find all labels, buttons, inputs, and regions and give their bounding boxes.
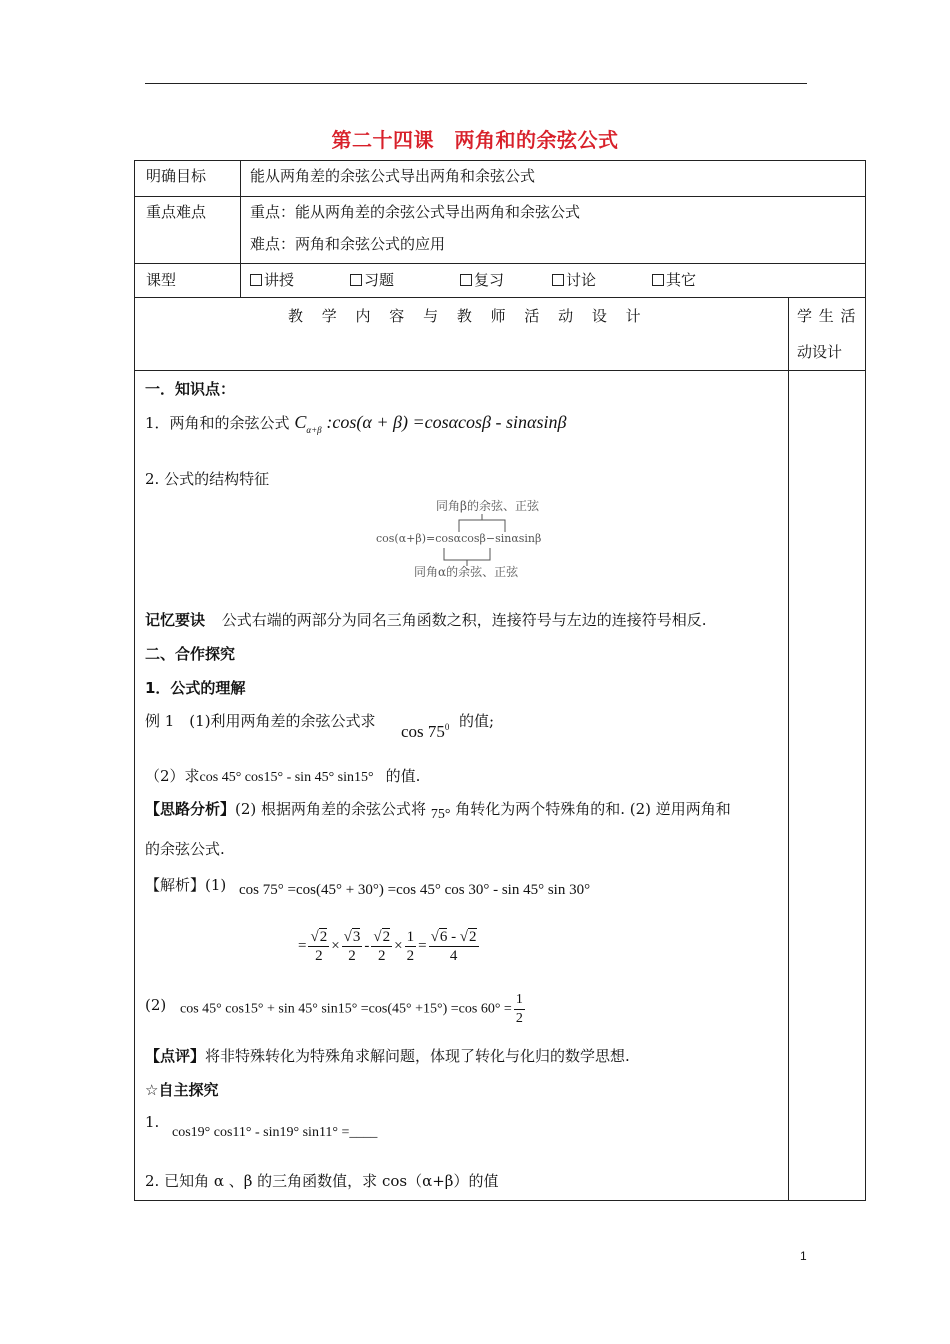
- expr: cos 45° cos15° + sin 45° sin15° =cos(45° +15°) =cos 60° =: [180, 1001, 512, 1017]
- equals: =: [418, 937, 427, 954]
- checkbox[interactable]: [652, 274, 664, 286]
- memo-line: [145, 609, 707, 630]
- table-rule: [134, 297, 866, 298]
- fraction: $\frac{√2}{2}$: [373, 929, 391, 964]
- question-1-expr: cos19° cos11° - sin19° sin11° =____: [172, 1125, 378, 1140]
- option-label: 其它: [666, 271, 697, 289]
- fraction: $\frac{√3}{2}$: [343, 929, 361, 964]
- memo-label: 记忆要诀: [145, 611, 206, 629]
- type-option-discussion[interactable]: [552, 269, 596, 290]
- solution-line-2: [298, 928, 481, 965]
- times: ×: [331, 937, 340, 954]
- self-study-heading: ☆自主探究: [145, 1081, 219, 1099]
- fraction: $\frac{√2}{2}$: [310, 929, 328, 964]
- analysis-line: [145, 798, 731, 822]
- superscript: 0: [444, 722, 450, 732]
- diagram-bottom-label: 同角α的余弦、正弦: [414, 565, 519, 579]
- comment-label: 【点评】: [145, 1047, 206, 1065]
- table-border-right: [865, 160, 866, 1201]
- diagram-bracket-bottom: [444, 548, 490, 560]
- type-option-other[interactable]: [652, 269, 696, 290]
- comment-text: 将非特殊转化为特殊角求解问题，体现了转化与化归的数学思想.: [205, 1047, 630, 1065]
- solution-2-line: [180, 991, 527, 1028]
- times: ×: [394, 937, 403, 954]
- table-border-bottom: [134, 1200, 866, 1201]
- header-rule: [145, 83, 807, 84]
- expr: cos 45° cos15° - sin 45° sin15°: [199, 770, 374, 785]
- table-border-top: [134, 160, 866, 161]
- example-1-part-2: [145, 765, 420, 786]
- formula-label: 1．两角和的余弦公式: [145, 414, 290, 432]
- table-rule: [134, 196, 866, 197]
- cosine-sum-formula: :cos(α + β) =cosαcosβ - sinαsinβ: [326, 412, 567, 432]
- design-heading: 教 学 内 容 与 教 师 活 动 设 计: [288, 307, 644, 325]
- table-rule: [134, 263, 866, 264]
- checkbox[interactable]: [460, 274, 472, 286]
- example-1-expr: [401, 722, 449, 742]
- formula-subscript: α+β: [306, 425, 322, 435]
- page-title: 第二十四课 两角和的余弦公式: [331, 128, 619, 152]
- checkbox[interactable]: [552, 274, 564, 286]
- difficulty: 难点：两角和余弦公式的应用: [250, 235, 446, 253]
- example-1-tail: 的值;: [459, 712, 495, 730]
- question-2: 2. 已知角 α 、β 的三角函数值，求 cos（α+β）的值: [145, 1172, 499, 1190]
- analysis-line-2: 的余弦公式.: [145, 840, 225, 858]
- fraction: $\frac{1}{2}$: [515, 992, 523, 1026]
- diagram-formula: cos(α+β)=cosαcosβ−sinαsinβ: [376, 532, 542, 545]
- equals: =: [298, 937, 307, 954]
- example-1-part-1: 例 1 (1)利用两角差的余弦公式求: [145, 712, 376, 730]
- checkbox[interactable]: [350, 274, 362, 286]
- section-cooperative: 二、合作探究: [145, 645, 236, 663]
- table-col-divider: [240, 160, 241, 298]
- type-option-lecture[interactable]: [250, 269, 294, 290]
- minus: -: [364, 937, 370, 954]
- analysis-label: 【思路分析】: [145, 800, 236, 818]
- type-option-review[interactable]: [460, 269, 504, 290]
- section-knowledge: 一．知识点：: [145, 380, 236, 398]
- checkbox[interactable]: [250, 274, 262, 286]
- goal-label: 明确目标: [146, 167, 207, 185]
- option-label: 习题: [364, 271, 395, 289]
- subsection-understanding: 1．公式的理解: [145, 679, 246, 697]
- formula-structure-diagram: [372, 494, 562, 584]
- student-heading-2: 动设计: [797, 343, 843, 361]
- type-option-exercise[interactable]: [350, 269, 394, 290]
- option-label: 讲授: [264, 271, 295, 289]
- part-tail: 的值.: [385, 767, 421, 785]
- expr: cos 75: [401, 722, 445, 741]
- diagram-bracket-top: [459, 520, 505, 532]
- goal-text: 能从两角差的余弦公式导出两角和余弦公式: [250, 167, 536, 185]
- question-1-number: 1.: [145, 1113, 160, 1131]
- part-label: （2）求: [145, 767, 200, 785]
- solution-2-label: (2): [145, 996, 167, 1014]
- option-label: 讨论: [566, 271, 597, 289]
- table-rule: [134, 370, 866, 371]
- formula-item-1: [145, 412, 566, 433]
- option-label: 复习: [474, 271, 505, 289]
- structure-heading: 2. 公式的结构特征: [145, 470, 270, 488]
- analysis-text: 角转化为两个特殊角的和. (2) 逆用两角和: [455, 800, 731, 818]
- page-number: 1: [800, 1249, 807, 1263]
- angle-75: 75°: [430, 807, 451, 822]
- fraction: $\frac{√6 - √2}{4}$: [430, 929, 477, 964]
- table-border-left: [134, 160, 135, 1201]
- student-heading: 学 生 活: [797, 307, 857, 325]
- analysis-text: (2) 根据两角差的余弦公式将: [235, 800, 427, 818]
- table-col-divider: [788, 297, 789, 1201]
- solution-line-1: cos 75° =cos(45° + 30°) =cos 45° cos 30° - sin 45° sin 30°: [239, 882, 591, 898]
- memo-text: 公式右端的两部分为同名三角函数之积，连接符号与左边的连接符号相反.: [221, 611, 707, 629]
- key-label: 重点难点: [146, 203, 207, 221]
- fraction: $\frac{1}{2}$: [406, 929, 415, 964]
- key-point: 重点：能从两角差的余弦公式导出两角和余弦公式: [250, 203, 581, 221]
- diagram-top-label: 同角β的余弦、正弦: [436, 499, 539, 513]
- comment-line: [145, 1045, 630, 1066]
- solution-label: 【解析】(1): [145, 876, 227, 894]
- type-label: 课型: [146, 271, 177, 289]
- formula-symbol: C: [294, 412, 307, 432]
